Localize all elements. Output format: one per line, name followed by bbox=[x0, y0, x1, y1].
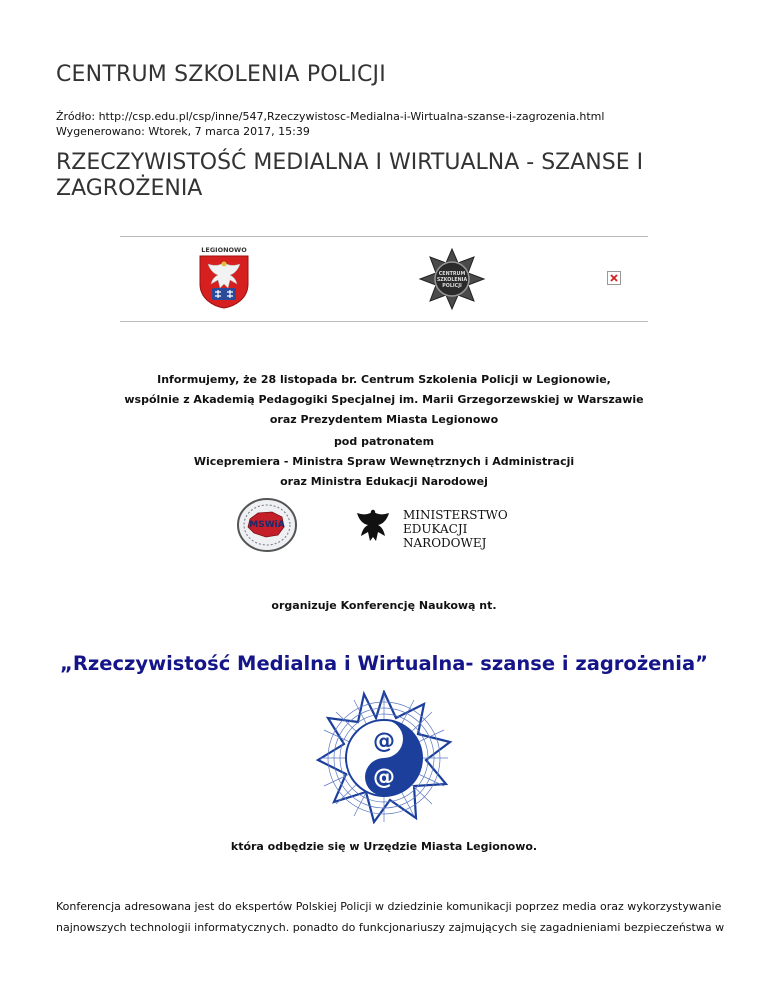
intro-line-1: Informujemy, że 28 listopada br. Centrum Szkolenia Policji w Legionowie, bbox=[157, 373, 611, 386]
source-line: Źródło: http://csp.edu.pl/csp/inne/547,Rzeczywistosc-Medialna-i-Wirtualna-szanse-i-zagrozenia.html bbox=[56, 110, 605, 123]
patronage-paragraph bbox=[0, 432, 768, 492]
csp-badge-line-3: POLICJI bbox=[442, 284, 462, 289]
men-line-3: NARODOWEJ bbox=[403, 536, 487, 550]
site-title: CENTRUM SZKOLENIA POLICJI bbox=[56, 62, 386, 87]
conference-emblem bbox=[314, 690, 454, 824]
conference-title: „Rzeczywistość Medialna i Wirtualna- szanse i zagrożenia” bbox=[60, 652, 708, 675]
mswia-label: MSWiA bbox=[249, 520, 285, 530]
men-logo bbox=[351, 503, 513, 551]
body-line-1: Konferencja adresowana jest do ekspertów Polskiej Policji w dziedzinie komunikacji poprzez media oraz wykorzystywanie bbox=[56, 900, 722, 913]
men-line-2: EDUKACJI bbox=[403, 522, 468, 536]
article-title: RZECZYWISTOŚĆ MEDIALNA I WIRTUALNA - SZANSE I ZAGROŻENIA bbox=[56, 150, 644, 201]
csp-badge-line-2: SZKOLENIA bbox=[436, 278, 468, 283]
men-line-1: MINISTERSTWO bbox=[403, 508, 508, 522]
broken-image-icon bbox=[607, 271, 621, 285]
venue-line: która odbędzie się w Urzędzie Miasta Legionowo. bbox=[230, 840, 538, 853]
mswia-logo bbox=[236, 497, 298, 553]
organizes-line: organizuje Konferencję Naukową nt. bbox=[271, 599, 497, 612]
body-line-2: najnowszych technologii informatycznych. ponadto do funkcjonariuszy zajmujących się zagadnieniami bezpieczeństwa w bbox=[56, 921, 725, 934]
at-icon-inverse: @ bbox=[373, 765, 395, 790]
generated-line: Wygenerowano: Wtorek, 7 marca 2017, 15:39 bbox=[56, 125, 310, 138]
csp-badge-line-1: CENTRUM bbox=[438, 272, 466, 277]
patronage-line-2: Wicepremiera - Ministra Spraw Wewnętrznych i Administracji bbox=[193, 455, 575, 468]
intro-line-3: oraz Prezydentem Miasta Legionowo bbox=[269, 413, 499, 426]
intro-line-2: wspólnie z Akademią Pedagogiki Specjalnej im. Marii Grzegorzewskiej w Warszawie bbox=[124, 393, 644, 406]
patronage-line-1: pod patronatem bbox=[333, 435, 435, 448]
legionowo-logo bbox=[196, 244, 252, 310]
legionowo-label: LEGIONOWO bbox=[201, 246, 247, 254]
at-icon: @ bbox=[373, 729, 395, 754]
intro-paragraph bbox=[0, 370, 768, 430]
body-paragraph bbox=[56, 896, 725, 938]
patronage-line-3: oraz Ministra Edukacji Narodowej bbox=[280, 475, 488, 488]
csp-badge-logo bbox=[418, 247, 486, 311]
